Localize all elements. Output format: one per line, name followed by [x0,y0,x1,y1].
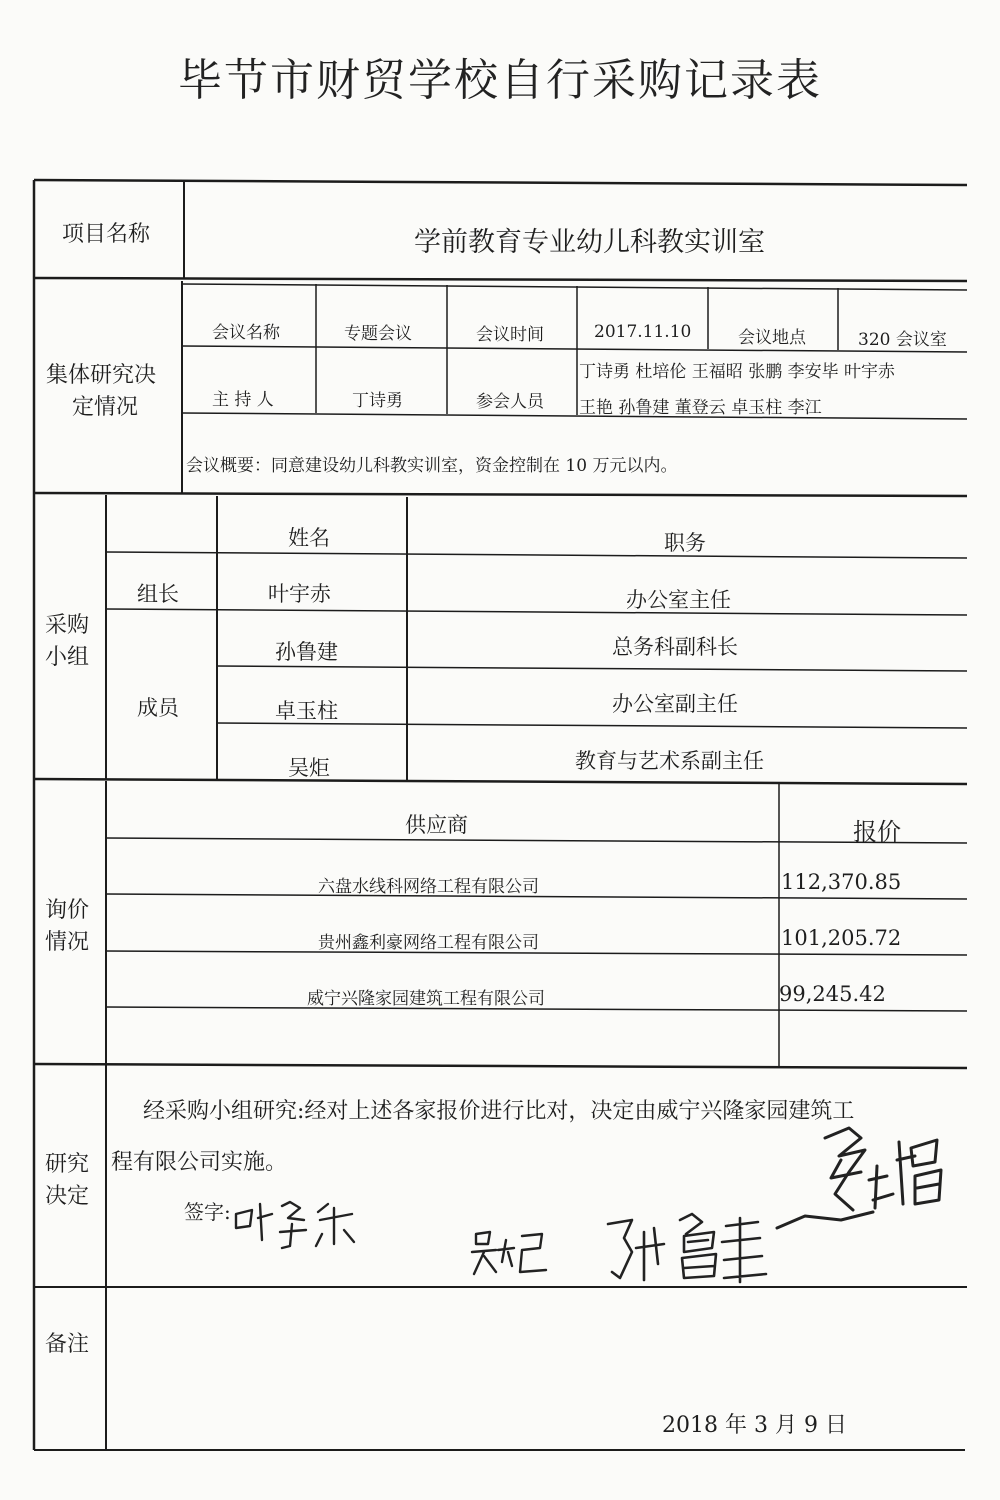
group-member-name: 吴炬 [288,756,330,780]
supplier-price: 112,370.85 [781,870,902,894]
signature-zhuo-yuzhu [765,1120,955,1250]
supplier-name: 贵州鑫利豪网络工程有限公司 [318,933,539,953]
signature-wu-ju [468,1222,552,1286]
group-member-name: 卓玉柱 [275,699,338,723]
signature-label: 签字: [184,1200,231,1224]
form-title: 毕节市财贸学校自行采购记录表 [178,55,822,106]
group-member-name: 叶宇赤 [268,582,331,606]
meeting-attendees-line1: 丁诗勇 杜培伦 王福昭 张鹏 李安毕 叶宇赤 [579,362,896,382]
meeting-attendees-line2: 王艳 孙鲁建 董登云 卓玉柱 李江 [579,398,822,418]
project-label: 项目名称 [62,222,151,247]
meeting-host-label: 主 持 人 [212,390,274,410]
inquiry-col-supplier: 供应商 [405,813,468,837]
meeting-section-label-2: 定情况 [72,395,139,420]
meeting-host-value: 丁诗勇 [352,391,403,411]
group-col-position: 职务 [664,531,706,555]
supplier-name: 六盘水线科网络工程有限公司 [318,877,539,897]
decision-text-line1: 经采购小组研究:经对上述各家报价进行比对，决定由威宁兴隆家园建筑工 [143,1099,855,1124]
group-member-position: 办公室副主任 [612,692,738,716]
meeting-summary: 会议概要：同意建设幼儿科教实训室，资金控制在 10 万元以内。 [186,456,678,476]
group-member-label: 成员 [137,696,179,720]
signature-sun-lujian [598,1208,773,1298]
meeting-time-label: 会议时间 [476,325,544,345]
group-member-position: 办公室主任 [626,588,731,612]
meeting-place-label: 会议地点 [738,328,806,348]
signature-ye-yuchi [230,1190,370,1260]
inquiry-col-price: 报价 [853,818,901,846]
supplier-price: 99,245.42 [779,982,886,1006]
remarks-label: 备注 [45,1332,90,1357]
decision-section-label-2: 决定 [45,1184,90,1209]
meeting-place-value: 320 会议室 [858,330,947,350]
supplier-price: 101,205.72 [781,926,902,950]
project-name: 学前教育专业幼儿科教实训室 [414,227,765,258]
group-col-name: 姓名 [288,526,330,550]
group-member-name: 孙鲁建 [275,640,338,664]
group-member-position: 总务科副科长 [612,635,738,659]
group-leader-label: 组长 [137,582,179,606]
meeting-section-label: 集体研究决 [46,363,157,388]
decision-text-line2: 程有限公司实施。 [111,1150,288,1175]
supplier-name: 威宁兴隆家园建筑工程有限公司 [307,989,545,1009]
form-date: 2018 年 3 月 9 日 [662,1413,847,1438]
decision-section-label: 研究 [45,1152,90,1177]
inquiry-section-label-2: 情况 [45,930,90,955]
meeting-attendees-label: 参会人员 [476,392,544,412]
group-member-position: 教育与艺术系副主任 [575,749,764,773]
inquiry-section-label: 询价 [45,898,90,923]
group-section-label: 采购 [45,613,90,638]
group-section-label-2: 小组 [45,645,90,670]
meeting-name-value: 专题会议 [344,324,412,344]
meeting-name-label: 会议名称 [212,323,280,343]
meeting-time-value: 2017.11.10 [594,322,692,342]
